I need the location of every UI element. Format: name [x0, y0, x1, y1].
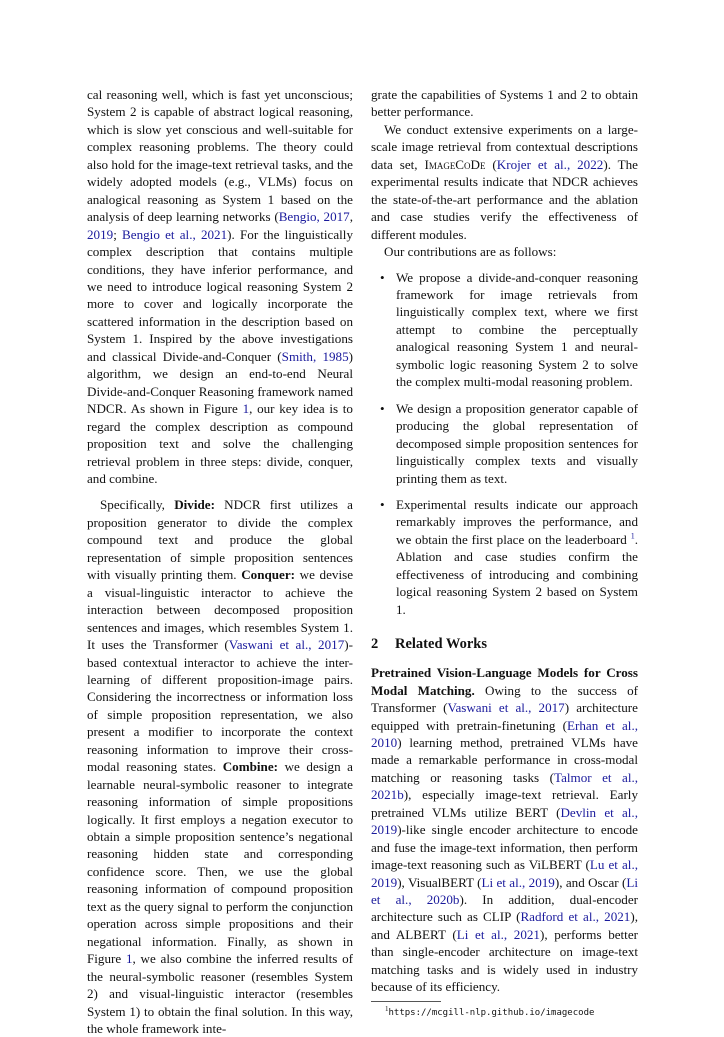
citation-link[interactable]: Li et al., 2021	[456, 926, 540, 942]
left-column	[87, 86, 353, 1037]
citation-link[interactable]: Bengio et al., 2021	[122, 226, 228, 242]
section-title: Related Works	[395, 636, 487, 653]
footnote-url[interactable]: https://mcgill-nlp.github.io/imagecode	[388, 1007, 595, 1018]
dataset-name: ImageCoDe	[424, 156, 486, 172]
bold-label: Combine:	[222, 759, 279, 775]
citation-link[interactable]: Talmor et al., 2021b	[371, 769, 638, 803]
citation-link[interactable]: Smith, 1985	[281, 348, 349, 364]
citation-link[interactable]: Devlin et al., 2019	[371, 804, 638, 838]
citation-link[interactable]: Vaswani et al., 2017	[228, 637, 345, 653]
paragraph-experiments: We conduct extensive experiments on a large-scale image retrieval from contextual descriptions data set, ImageCoDe (Krojer et al., 2022). The experimental results indicate that NDCR achieves the state-of-the-art performance and the ablation and case studies verify the effectiveness of different modules.	[371, 121, 638, 242]
citation-link[interactable]: 1	[242, 401, 250, 417]
citation-link[interactable]: Krojer et al., 2022	[496, 156, 604, 172]
paragraph-intro-end: grate the capabilities of Systems 1 and 2 to obtain better performance.	[371, 87, 638, 120]
citation-link[interactable]: Vaswani et al., 2017	[447, 700, 565, 716]
footnote-reference[interactable]: 1	[630, 531, 635, 541]
paragraph-intro-continued: cal reasoning well, which is fast yet unconscious; System 2 is capable of abstract logical reasoning, which is slow yet conscious and well-suitable for complex reasoning problems. The theory could also hold for the image-text retrieval tasks, and the widely adopted models (e.g., VLMs) focus on analogical reasoning as System 1 based on the analysis of deep learning networks (Bengio, 2017, 2019; Bengio et al., 2021). For the linguistically complex description that contains multiple conditions, they have inferior performance, and we need to introduce logical reasoning System 2 more to cover and logically incorporate the scattered information in the description based on System 1. Inspired by the above investigations and classical Divide-and-Conquer (Smith, 1985) algorithm, we design an end-to-end Neural Divide-and-Conquer Reasoning framework named NDCR. As shown in Figure 1, our key idea is to regard the complex description as compound proposition text and solve the challenging retrieval problem in three steps: divide, conquer, and combine.	[87, 87, 354, 486]
contribution-item: • Experimental results indicate our approach remarkably improves the performance, and we obtain the first place on the leaderboard $^1$. Ablation and case studies confirm the effectiveness of introducing and combining logical reasoning System 2 based on System 1.	[371, 496, 638, 618]
citation-link[interactable]: 1	[125, 951, 133, 967]
section-number: 2	[371, 636, 379, 653]
section-heading-related-works	[371, 635, 638, 653]
footnote	[371, 1002, 638, 1020]
footnote-mark: 1	[385, 1004, 389, 1013]
contribution-item: • We design a proposition generator capable of producing the global representation of decomposed simple proposition sentences for linguistically complex texts and visually printing them as text.	[371, 400, 638, 487]
contribution-item: • We propose a divide-and-conquer reasoning framework for image retrievals from linguistically complex text, where we first attempt to combine the perceptually analogical reasoning System 1 and neural-symbolic logic reasoning System 2 to solve the complex multi-modal reasoning problem.	[371, 269, 638, 391]
paragraph-method-overview: Specifically, Divide: NDCR first utilizes a proposition generator to divide the complex compound text and produce the global representation of simple proposition sentences with visually printing them. Conquer: we devise a visual-linguistic interactor to achieve the interaction between decomposed proposition sentences and images, which resembles System 1. It uses the Transformer (Vaswani et al., 2017)-based contextual interactor to achieve the inter-learning of different proposition-image pairs. Considering the incorrectness or information loss of simple proposition representation, we also present a modifier to incorporate the context reasoning information to improve their cross-modal reasoning states. Combine: we design a learnable neural-symbolic reasoner to integrate reasoning information of simple propositions logically. It first employs a negation executor to obtain a simple proposition sentence’s negational reasoning hidden state and corresponding confidence score. Then, we use the global reasoning information of compound proposition text as the query signal to perform the conjunction operation across simple propositions and their negational information. Finally, as shown in Figure 1, we also combine the inferred results of the neural-symbolic reasoner (resembles System 2) and visual-linguistic interactor (resembles System 1) to obtain the final solution. In this way, the whole framework inte-	[87, 497, 354, 1037]
paragraph-pretrained-vlms: Pretrained Vision-Language Models for Cross Modal Matching. Owing to the success of Transformer (Vaswani et al., 2017) architecture equipped with pretrain-finetuning (Erhan et al., 2010) learning method, pretrained VLMs have made a remarkable performance in cross-modal matching or reasoning tasks (Talmor et al., 2021b), especially image-text retrieval. Early pretrained VLMs utilize BERT (Devlin et al., 2019)-like single encoder architecture to encode and fuse the image-text information, then perform image-text reasoning such as ViLBERT (Lu et al., 2019), VisualBERT (Li et al., 2019), and Oscar (Li et al., 2020b). In addition, dual-encoder architecture such as CLIP (Radford et al., 2021), and ALBERT (Li et al., 2021), performs better than single-encoder architecture on image-text matching tasks and is widely used in industry because of its efficiency.	[371, 665, 638, 995]
right-column	[371, 86, 638, 1020]
citation-link[interactable]: Li et al., 2020b	[371, 874, 638, 908]
citation-link[interactable]: Erhan et al., 2010	[371, 717, 638, 750]
bold-label: Divide:	[174, 497, 215, 513]
citation-link[interactable]: Radford et al., 2021	[520, 909, 631, 925]
citation-link[interactable]: Bengio, 2017	[278, 209, 350, 225]
citation-link[interactable]: 2019	[87, 226, 114, 242]
citation-link[interactable]: Li et al., 2019	[481, 874, 555, 890]
contributions-list	[371, 269, 638, 619]
bold-label: Conquer:	[241, 567, 296, 583]
citation-link[interactable]: Lu et al., 2019	[371, 857, 638, 890]
bold-label: Pretrained Vision-Language Models for Cross Modal Matching.	[371, 665, 638, 698]
paragraph-contributions-lead: Our contributions are as follows:	[384, 244, 557, 260]
